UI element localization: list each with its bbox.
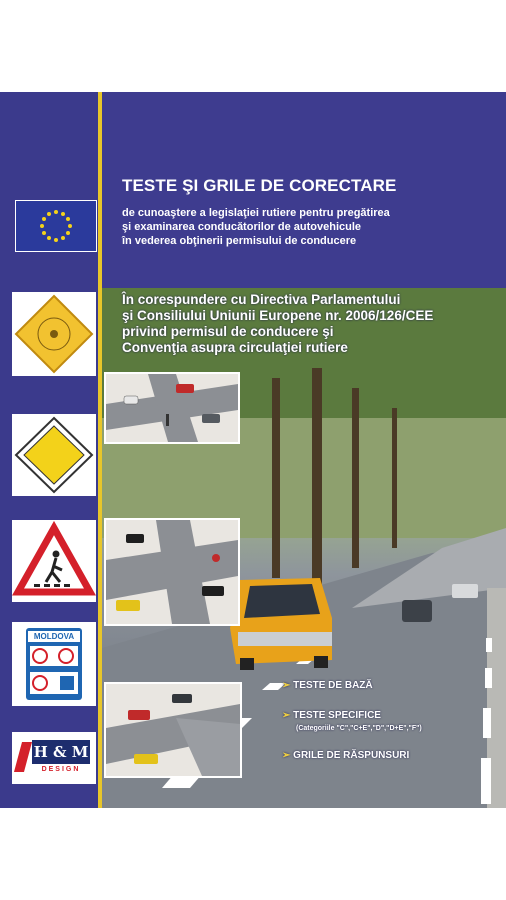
moldova-zone-sign-icon [12,622,96,706]
pedestrian-crossing-sign-icon [12,520,96,602]
publisher-logo-text: H & M [32,740,90,764]
menu-item-label: TESTE DE BAZĂ [293,680,373,691]
directive-line: Convenţia asupra circulaţiei rutiere [122,340,348,355]
subtitle-line: şi examinarea conducătorilor de autovehicule [122,221,362,233]
intersection-illustration-1 [104,372,240,444]
eu-flag-icon [15,200,97,252]
school-sign-icon [12,292,96,376]
publisher-tagline: DESIGN [41,766,81,773]
menu-item-answer-grids[interactable] [282,750,409,761]
cover-subtitle [122,206,390,248]
arrow-icon: ➢ [282,750,294,761]
menu-item-basic-tests[interactable] [282,680,373,691]
region-sign-label: MOLDOVA [28,631,80,642]
intersection-illustration-2 [104,518,240,626]
menu-item-label: GRILE DE RĂSPUNSURI [293,750,410,761]
book-cover [0,92,506,808]
directive-text [122,292,433,356]
directive-line: În corespundere cu Directiva Parlamentului [122,292,401,307]
directive-line: privind permisul de conducere şi [122,324,334,339]
intersection-illustration-3 [104,682,242,778]
priority-road-sign-icon [12,414,96,496]
menu-item-label: TESTE SPECIFICE [293,710,381,721]
cover-title: TESTE ŞI GRILE DE CORECTARE [122,176,397,195]
menu-item-note: (Categoriile "C","C+E","D","D+E","F") [296,725,422,732]
subtitle-line: de cunoaştere a legislaţiei rutiere pentru pregătirea [122,207,390,219]
publisher-logo [12,732,96,784]
arrow-icon: ➢ [282,710,294,721]
menu-item-specific-tests[interactable] [282,710,381,721]
arrow-icon: ➢ [282,680,294,691]
directive-line: şi Consiliului Uniunii Europene nr. 2006/126/CEE [122,308,434,323]
subtitle-line: în vederea obţinerii permisului de conducere [122,235,357,247]
